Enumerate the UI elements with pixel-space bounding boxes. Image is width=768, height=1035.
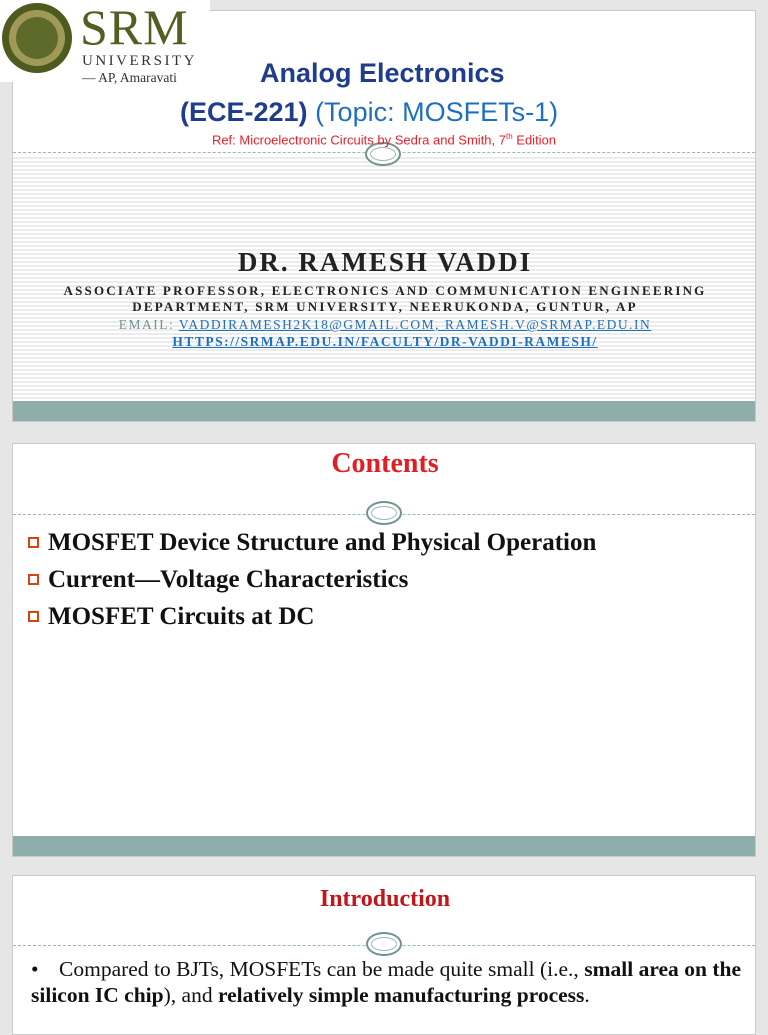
list-item-text: Current—Voltage Characteristics bbox=[48, 565, 409, 593]
intro-bold-1: small area on the silicon IC chip bbox=[31, 957, 741, 1007]
reference-suffix: Edition bbox=[512, 132, 557, 148]
checkbox-bullet-icon bbox=[28, 611, 39, 622]
course-code: (ECE-221) bbox=[180, 97, 308, 127]
list-item bbox=[28, 561, 596, 598]
author-name: DR. RAMESH VADDI bbox=[237, 247, 533, 277]
reference-line bbox=[0, 132, 768, 147]
affiliation-line-1: ASSOCIATE PROFESSOR, ELECTRONICS AND COMMUNICATION ENGINEERING bbox=[63, 283, 707, 298]
faculty-url-link[interactable]: HTTPS://SRMAP.EDU.IN/FACULTY/DR-VADDI-RAMESH/ bbox=[172, 334, 598, 349]
intro-text-1: Compared to BJTs, MOSFETs can be made quite small (i.e., bbox=[59, 957, 585, 981]
author-affiliation bbox=[13, 283, 756, 315]
striped-background bbox=[13, 155, 755, 403]
list-item-text: MOSFET Device Structure and Physical Operation bbox=[48, 528, 597, 556]
course-title: Analog Electronics bbox=[260, 58, 505, 88]
bullet-icon: • bbox=[31, 957, 39, 981]
checkbox-bullet-icon bbox=[28, 574, 39, 585]
contents-slide bbox=[12, 443, 756, 857]
intro-text-3: . bbox=[584, 983, 590, 1007]
course-code-line bbox=[180, 97, 558, 128]
university-seal-icon bbox=[2, 3, 72, 73]
affiliation-line-2: DEPARTMENT, SRM UNIVERSITY, NEERUKONDA, GUNTUR, AP bbox=[132, 299, 638, 314]
footer-bar bbox=[13, 401, 755, 421]
checkbox-bullet-icon bbox=[28, 537, 39, 548]
logo-university: UNIVERSITY bbox=[82, 53, 197, 69]
email-link[interactable]: VADDIRAMESH2K18@GMAIL.COM, RAMESH.V@SRMAP.EDU.IN bbox=[178, 317, 652, 332]
srm-logo bbox=[0, 0, 210, 85]
logo-wordmark: SRM bbox=[80, 0, 189, 55]
contents-title: Contents bbox=[331, 448, 439, 479]
list-item bbox=[28, 524, 596, 561]
introduction-slide bbox=[12, 875, 756, 1035]
reference-text: Ref: Microelectronic Circuits by Sedra and Smith, 7 bbox=[211, 132, 506, 148]
introduction-title: Introduction bbox=[319, 886, 451, 912]
divider-ring-icon bbox=[366, 501, 402, 525]
reference-sup: th bbox=[506, 132, 513, 141]
logo-location: — AP, Amaravati bbox=[82, 70, 177, 85]
email-label: EMAIL: bbox=[118, 317, 179, 332]
list-item-text: MOSFET Circuits at DC bbox=[48, 602, 315, 630]
divider-ring-icon bbox=[366, 932, 402, 956]
course-topic: (Topic: MOSFETs-1) bbox=[315, 97, 559, 127]
footer-bar bbox=[13, 836, 755, 856]
list-item bbox=[28, 598, 596, 635]
intro-text-2: ), and bbox=[163, 983, 218, 1007]
author-email bbox=[13, 317, 756, 333]
introduction-paragraph bbox=[31, 956, 741, 1008]
contents-list bbox=[28, 524, 596, 635]
intro-bold-2: relatively simple manufacturing process bbox=[217, 983, 585, 1007]
